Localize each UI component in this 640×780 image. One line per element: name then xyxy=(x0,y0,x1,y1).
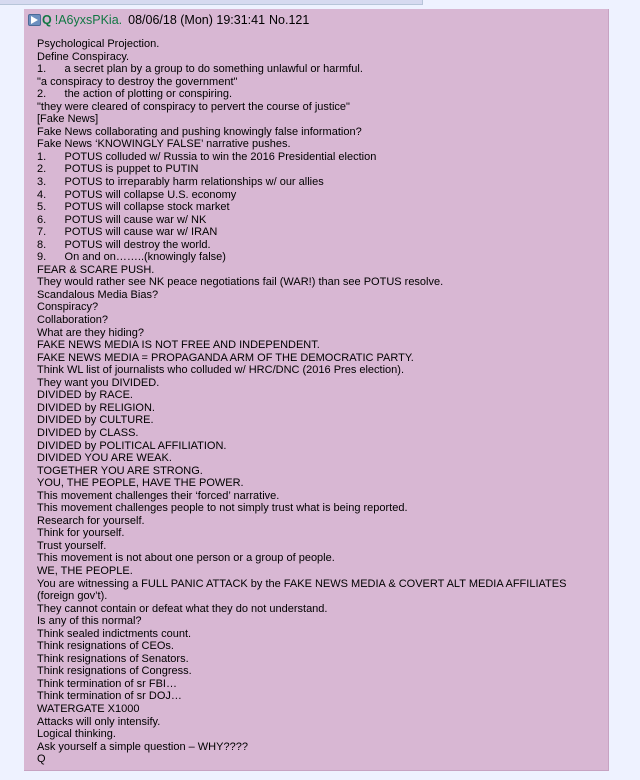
message-line: FAKE NEWS MEDIA IS NOT FREE AND INDEPENDENT. xyxy=(37,339,320,352)
message-line: Think WL list of journalists who colluded w/ HRC/DNC (2016 Pres election). xyxy=(37,364,405,377)
message-line: [Fake News] xyxy=(37,113,99,126)
message-line: Think for yourself. xyxy=(37,527,125,540)
hide-post-button[interactable] xyxy=(28,14,41,26)
message-line: Fake News collaborating and pushing knowingly false information? xyxy=(37,125,362,138)
message-line: 7. POTUS will cause war w/ IRAN xyxy=(37,226,218,239)
message-line: TOGETHER YOU ARE STRONG. xyxy=(37,464,203,477)
message-line: 4. POTUS will collapse U.S. economy xyxy=(37,188,237,201)
message-line: Think resignations of Senators. xyxy=(37,652,189,665)
message-line: Trust yourself. xyxy=(37,539,107,552)
message-line: Think termination of sr FBI… xyxy=(37,677,177,690)
message-line: Attacks will only intensify. xyxy=(37,715,161,728)
message-line: "they were cleared of conspiracy to pervert the course of justice" xyxy=(37,100,350,113)
poster-name: Q xyxy=(42,13,52,27)
message-line: This movement is not about one person or a group of people. xyxy=(37,552,335,565)
previous-post-edge xyxy=(0,0,423,5)
message-line: Research for yourself. xyxy=(37,514,145,527)
message-line: FEAR & SCARE PUSH. xyxy=(37,263,155,276)
message-line: They would rather see NK peace negotiations fail (WAR!) than see POTUS resolve. xyxy=(37,276,444,289)
message-line: "a conspiracy to destroy the government" xyxy=(37,75,238,88)
message-line: Collaboration? xyxy=(37,314,108,327)
post-header xyxy=(28,12,309,28)
message-line: Scandalous Media Bias? xyxy=(37,288,159,301)
message-line: DIVIDED by CLASS. xyxy=(37,426,139,439)
message-line: Logical thinking. xyxy=(37,728,116,741)
message-line: Conspiracy? xyxy=(37,301,99,314)
message-line: Think termination of sr DOJ… xyxy=(37,690,182,703)
message-line: WE, THE PEOPLE. xyxy=(37,564,133,577)
message-line: 8. POTUS will destroy the world. xyxy=(37,238,211,251)
message-line: They cannot contain or defeat what they do not understand. xyxy=(37,602,328,615)
message-line: Think sealed indictments count. xyxy=(37,627,192,640)
message-line: Think resignations of Congress. xyxy=(37,665,192,678)
message-line: DIVIDED by CULTURE. xyxy=(37,414,154,427)
message-line: YOU, THE PEOPLE, HAVE THE POWER. xyxy=(37,477,244,490)
message-line: 2. POTUS is puppet to PUTIN xyxy=(37,163,199,176)
message-line: DIVIDED YOU ARE WEAK. xyxy=(37,452,172,465)
message-line: You are witnessing a FULL PANIC ATTACK by the FAKE NEWS MEDIA & COVERT ALT MEDIA AFFILIATES (foreign gov’t). xyxy=(37,577,567,603)
message-line: 9. On and on……..(knowingly false) xyxy=(37,251,226,264)
message-line: DIVIDED by RELIGION. xyxy=(37,401,155,414)
post-number-link[interactable]: No.121 xyxy=(269,13,310,27)
message-line: 1. a secret plan by a group to do something unlawful or harmful. xyxy=(37,63,363,76)
message-line: What are they hiding? xyxy=(37,326,145,339)
triangle-right-icon xyxy=(31,16,38,24)
message-line: Fake News ‘KNOWINGLY FALSE’ narrative pushes. xyxy=(37,138,291,151)
message-line: Q xyxy=(37,753,46,766)
message-line: 1. POTUS colluded w/ Russia to win the 2016 Presidential election xyxy=(37,150,377,163)
message-line: This movement challenges people to not simply trust what is being reported. xyxy=(37,502,408,515)
message-line: 2. the action of plotting or conspiring. xyxy=(37,88,233,101)
message-line: 6. POTUS will cause war w/ NK xyxy=(37,213,207,226)
message-line: DIVIDED by POLITICAL AFFILIATION. xyxy=(37,439,227,452)
message-line: This movement challenges their ‘forced’ narrative. xyxy=(37,489,280,502)
message-line: Psychological Projection. xyxy=(37,38,160,50)
message-line: 5. POTUS will collapse stock market xyxy=(37,201,230,214)
message-line: WATERGATE X1000 xyxy=(37,702,140,715)
message-line: Define Conspiracy. xyxy=(37,50,130,63)
post-datetime: 08/06/18 (Mon) 19:31:41 xyxy=(128,13,266,27)
message-line: FAKE NEWS MEDIA = PROPAGANDA ARM OF THE DEMOCRATIC PARTY. xyxy=(37,351,414,364)
message-line: Think resignations of CEOs. xyxy=(37,640,174,653)
message-line: DIVIDED by RACE. xyxy=(37,389,133,402)
post-reply xyxy=(24,9,609,771)
poster-tripcode: !A6yxsPKia. xyxy=(54,13,123,27)
message-line: Is any of this normal? xyxy=(37,615,142,628)
message-line: They want you DIVIDED. xyxy=(37,376,160,389)
message-line: 3. POTUS to irreparably harm relationships w/ our allies xyxy=(37,176,324,189)
message-line: Ask yourself a simple question – WHY???? xyxy=(37,740,248,753)
post-message xyxy=(37,38,597,766)
